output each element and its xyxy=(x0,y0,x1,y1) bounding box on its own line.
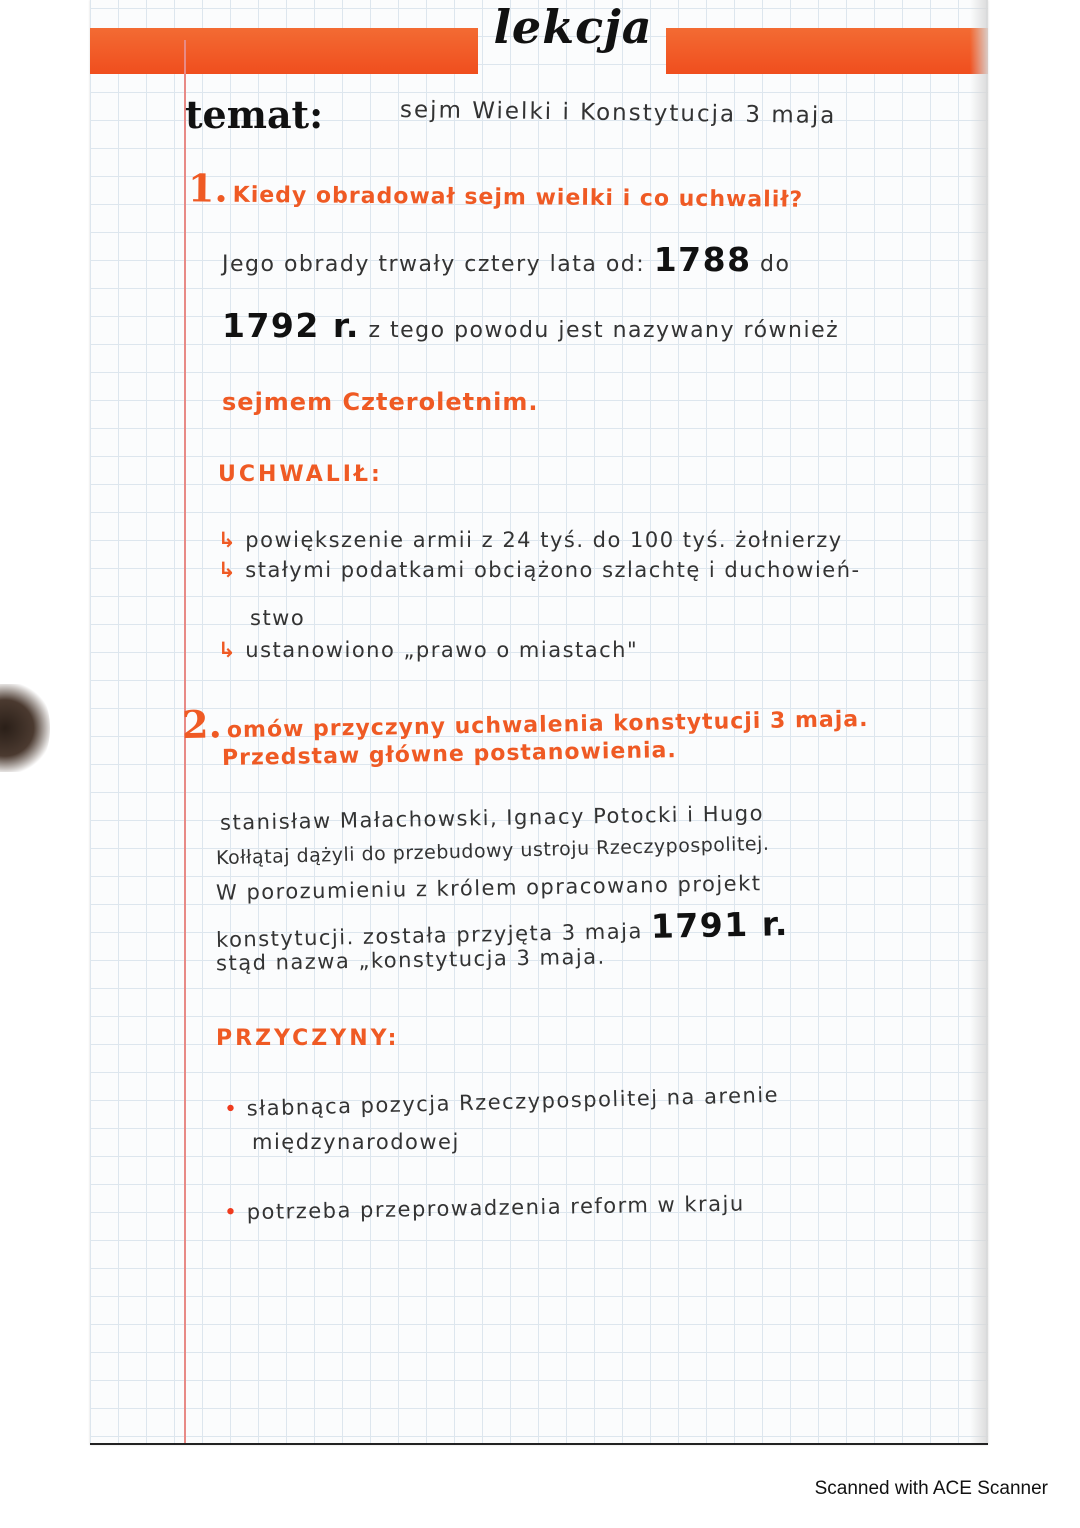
topic-label: temat: xyxy=(185,92,324,137)
answer-1-line-1-text: Jego obrady trwały cztery lata od: xyxy=(222,252,646,277)
answer-1-line-3: sejmem Czteroletnim. xyxy=(222,388,539,416)
question-2-text-line-1: omów przyczyny uchwalenia konstytucji 3 maja. xyxy=(226,707,869,744)
list-item xyxy=(218,638,638,662)
answer-1-line-2-text: z tego powodu jest nazywany również xyxy=(368,318,840,343)
page-bottom-edge xyxy=(90,1443,988,1445)
question-1-number: 1. xyxy=(187,165,228,211)
arrow-icon: ↳ xyxy=(218,528,238,552)
cause-item-line-2: międzynarodowej xyxy=(252,1130,460,1154)
year-1792: 1792 r. xyxy=(222,306,360,345)
header-stripe-left xyxy=(90,28,478,74)
paragraph-line-5: stąd nazwa „konstytucja 3 maja. xyxy=(215,944,606,976)
topic-text: sejm Wielki i Konstytucja 3 maja xyxy=(399,96,837,130)
page-title: lekcja xyxy=(493,0,653,54)
arrow-icon: ↳ xyxy=(218,558,238,582)
arrow-icon: ↳ xyxy=(218,638,238,662)
list-item-text: ustanowiono „prawo o miastach" xyxy=(245,638,639,662)
list-item-text: powiększenie armii z 24 tyś. do 100 tyś. żołnierzy xyxy=(245,528,843,552)
list-item xyxy=(218,528,843,552)
paragraph-line-4-text: konstytucji. została przyjęta 3 maja xyxy=(215,919,644,952)
question-2-number: 2. xyxy=(181,701,223,747)
answer-1-line-2 xyxy=(222,306,839,345)
thumb-shadow xyxy=(0,684,50,772)
paragraph-line-3: W porozumieniu z królem opracowano projekt xyxy=(215,871,762,905)
question-2 xyxy=(182,690,869,747)
paragraph-line-2: Kołłątaj dążyli do przebudowy ustroju Rzeczypospolitej. xyxy=(215,832,770,870)
uchwalil-heading: UCHWALIŁ: xyxy=(218,462,383,487)
answer-1-line-1-end: do xyxy=(760,252,791,277)
list-item-text: stałymi podatkami obciążono szlachtę i duchowień- xyxy=(245,558,861,582)
answer-1-line-1 xyxy=(222,240,790,279)
paragraph-line-1: stanisław Małachowski, Ignacy Potocki i Hugo xyxy=(219,801,765,835)
list-item xyxy=(218,558,861,582)
cause-item-line-1: potrzeba przeprowadzenia reform w kraju xyxy=(246,1191,745,1225)
cause-item xyxy=(224,1083,780,1123)
przyczyny-heading: PRZYCZYNY: xyxy=(216,1026,400,1051)
cause-item-line-1: słabnąca pozycja Rzeczypospolitej na arenie xyxy=(246,1082,780,1121)
question-1-text: Kiedy obradował sejm wielki i co uchwalił? xyxy=(232,182,804,213)
bullet-icon: • xyxy=(223,1096,239,1123)
year-1791: 1791 r. xyxy=(650,904,790,946)
cause-item xyxy=(224,1191,745,1225)
list-item xyxy=(250,606,305,630)
list-item-text: stwo xyxy=(250,606,306,630)
bullet-icon: • xyxy=(223,1200,239,1226)
question-1 xyxy=(188,165,804,215)
year-1788: 1788 xyxy=(653,240,752,279)
notebook-page xyxy=(90,0,988,1445)
page-edge-shadow xyxy=(970,0,988,1445)
scanner-watermark: Scanned with ACE Scanner xyxy=(814,1478,1048,1499)
question-2-text-line-2: Przedstaw główne postanowienia. xyxy=(221,738,677,771)
header-stripe-right xyxy=(666,28,988,74)
